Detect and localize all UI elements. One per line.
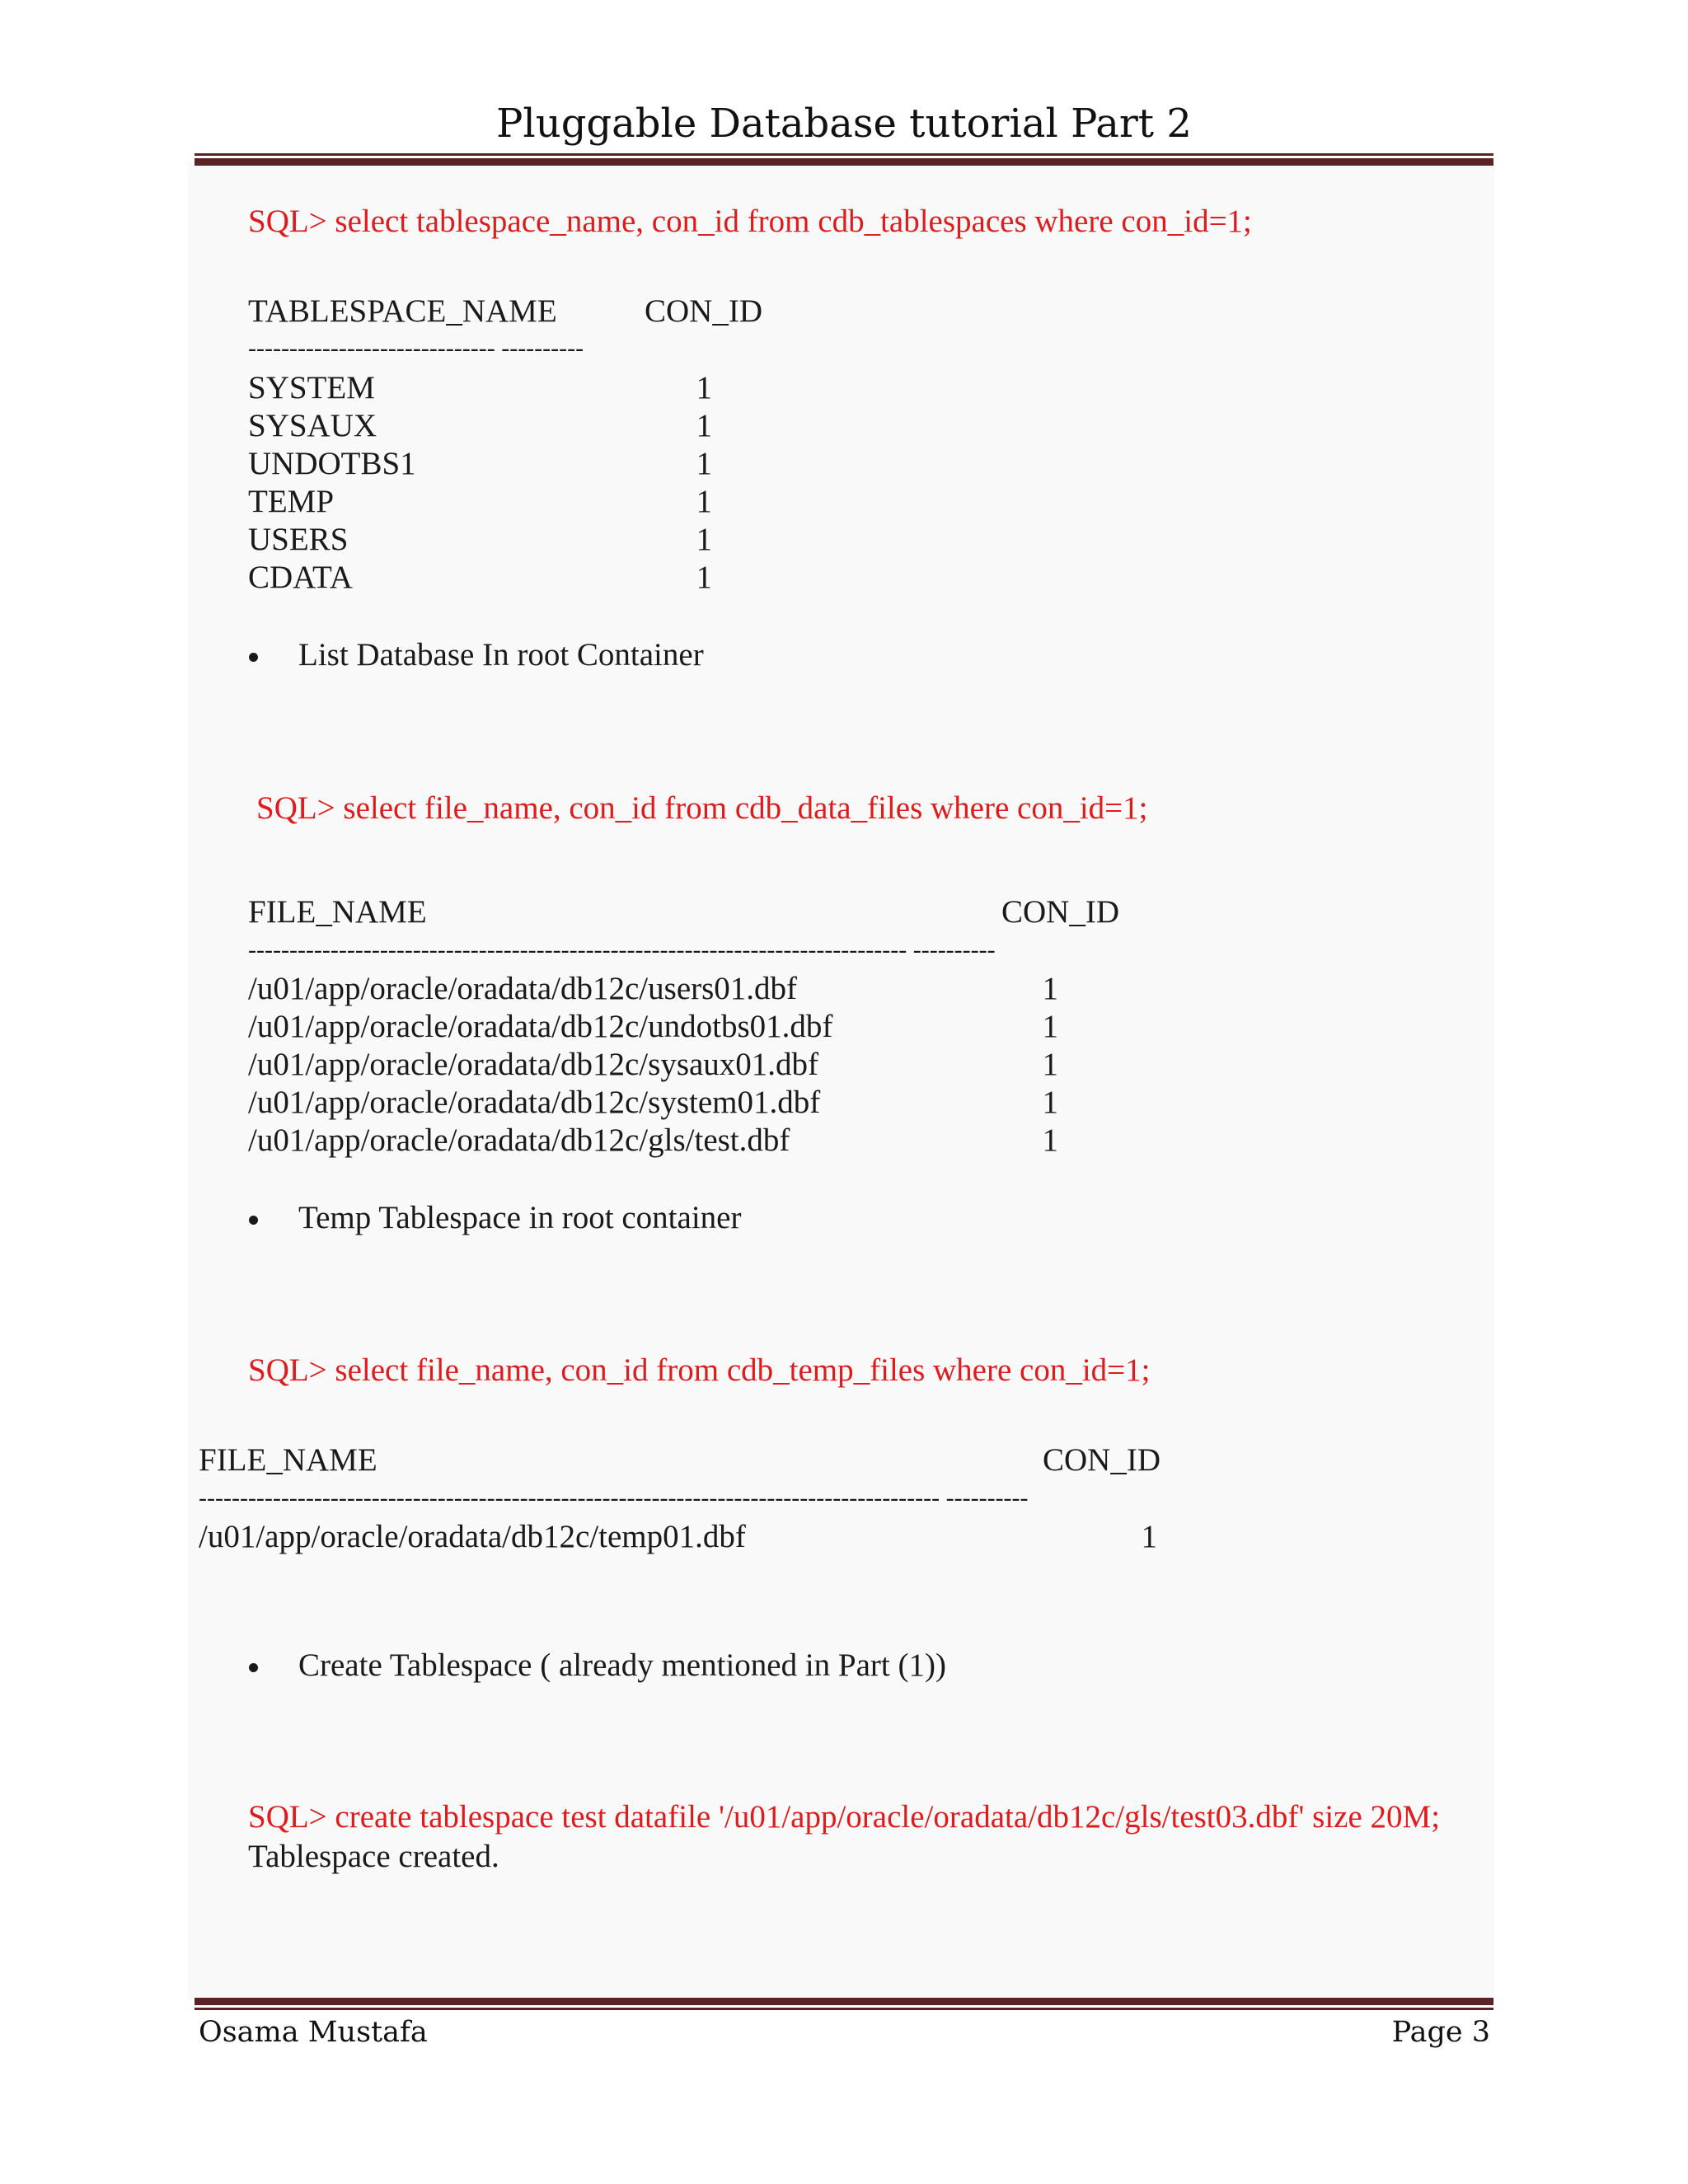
page-number: Page 3: [1391, 2016, 1490, 2049]
table-row-con-id: 1: [696, 446, 712, 481]
bullet-temp-tablespace: Temp Tablespace in root container: [298, 1200, 742, 1235]
result-message: Tablespace created.: [248, 1839, 499, 1874]
table-row-name: USERS: [248, 522, 349, 557]
table-row-con-id: 1: [1042, 1085, 1058, 1120]
column-divider: ------------------------------------------------------------------------------------------ ----------: [199, 1484, 1029, 1511]
column-header-con-id: CON_ID: [1043, 1442, 1160, 1478]
table-row-name: /u01/app/oracle/oradata/db12c/users01.dbf: [248, 971, 798, 1006]
page-title: Pluggable Database tutorial Part 2: [496, 101, 1192, 147]
column-header-tablespace-name: TABLESPACE_NAME: [248, 293, 557, 329]
bullet-list-database: List Database In root Container: [298, 637, 704, 673]
table-row-name: /u01/app/oracle/oradata/db12c/temp01.dbf: [199, 1519, 746, 1554]
column-divider: ------------------------------ ----------: [248, 335, 584, 362]
table-row-name: SYSAUX: [248, 408, 377, 443]
table-row-con-id: 1: [1042, 1047, 1058, 1082]
table-row-con-id: 1: [696, 408, 712, 443]
column-header-con-id: CON_ID: [645, 293, 762, 329]
column-header-con-id: CON_ID: [1001, 894, 1119, 930]
sql-query-data-files: SQL> select file_name, con_id from cdb_data_files where con_id=1;: [256, 790, 1148, 826]
table-row-con-id: 1: [1042, 1009, 1058, 1044]
table-row-con-id: 1: [696, 484, 712, 519]
table-row-name: UNDOTBS1: [248, 446, 416, 481]
table-row-name: /u01/app/oracle/oradata/db12c/gls/test.dbf: [248, 1122, 790, 1158]
bullet-icon: [249, 653, 258, 662]
sql-query-tablespaces: SQL> select tablespace_name, con_id from cdb_tablespaces where con_id=1;: [248, 204, 1252, 239]
footer-author: Osama Mustafa: [199, 2016, 428, 2049]
table-row-con-id: 1: [1042, 1122, 1058, 1158]
table-row-name: /u01/app/oracle/oradata/db12c/undotbs01.dbf: [248, 1009, 833, 1044]
sql-create-tablespace: SQL> create tablespace test datafile '/u01/app/oracle/oradata/db12c/gls/test03.dbf' size 20M;: [248, 1799, 1441, 1835]
column-divider: -------------------------------------------------------------------------------- ----------: [248, 936, 996, 963]
table-row-name: /u01/app/oracle/oradata/db12c/system01.dbf: [248, 1085, 821, 1120]
column-header-file-name: FILE_NAME: [248, 894, 427, 930]
table-row-con-id: 1: [1141, 1519, 1157, 1554]
table-row-con-id: 1: [696, 370, 712, 405]
table-row-name: CDATA: [248, 560, 353, 595]
sql-query-temp-files: SQL> select file_name, con_id from cdb_temp_files where con_id=1;: [248, 1352, 1151, 1388]
header-rule: [195, 153, 1493, 166]
bullet-icon: [249, 1663, 258, 1672]
footer-rule: [195, 1998, 1493, 2010]
table-row-con-id: 1: [1042, 971, 1058, 1006]
table-row-name: SYSTEM: [248, 370, 375, 405]
table-row-name: TEMP: [248, 484, 335, 519]
bullet-create-tablespace: Create Tablespace ( already mentioned in Part (1)): [298, 1647, 946, 1683]
bullet-icon: [249, 1216, 258, 1225]
table-row-con-id: 1: [696, 522, 712, 557]
table-row-con-id: 1: [696, 560, 712, 595]
table-row-name: /u01/app/oracle/oradata/db12c/sysaux01.dbf: [248, 1047, 819, 1082]
column-header-file-name: FILE_NAME: [199, 1442, 377, 1478]
